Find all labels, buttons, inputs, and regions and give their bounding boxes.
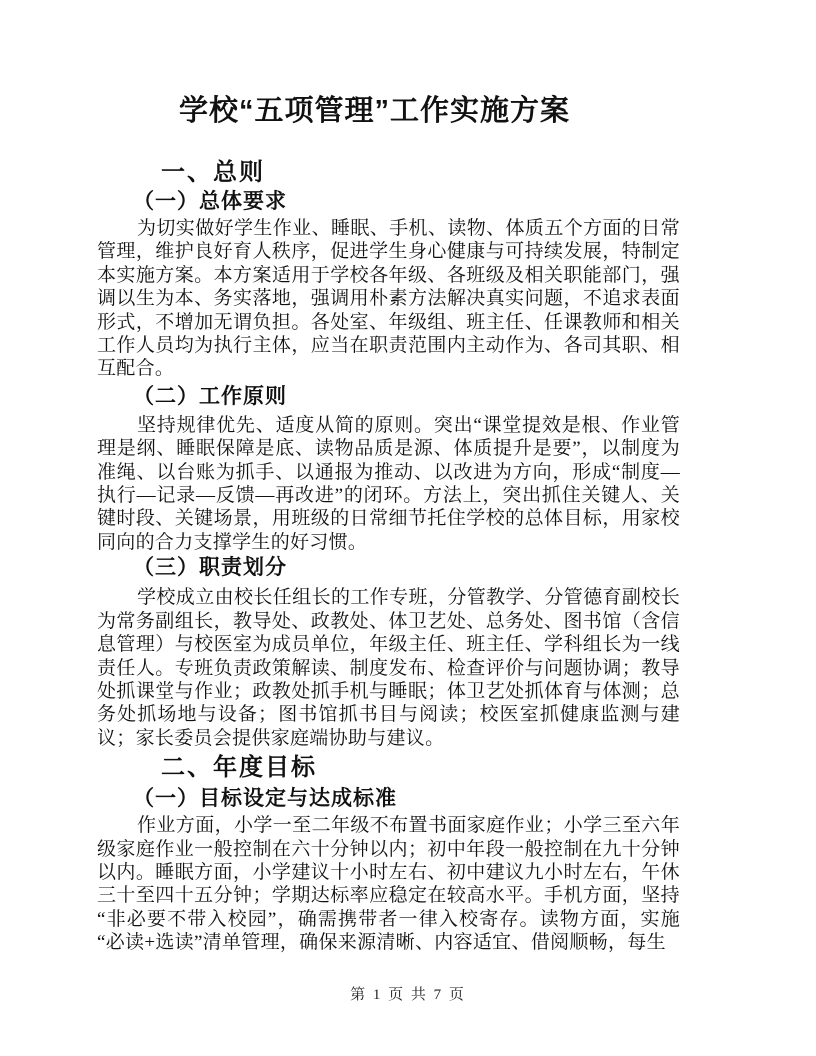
page-number-footer: 第 1 页 共 7 页 [350, 987, 466, 1003]
paragraph-work-principles: 坚持规律优先、适度从简的原则。突出“课堂提效是根、作业管理是纲、睡眠保障是底、读物品质是源、体质提升是要”，以制度为准绳、以台账为抓手、以通报为推动、以改进为方向，形成“制度—执行—记录—反馈—再改进”的闭环。方法上，突出抓住关键人、关键时段、关键场景，用班级的日常细节托住学校的总体目标，用家校同向的合力支撑学生的好习惯。 [97, 414, 680, 553]
subsection-heading-goal-setting-standards: （一）目标设定与达成标准 [133, 787, 397, 811]
subsection-heading-work-principles: （二）工作原则 [133, 384, 287, 408]
paragraph-goal-setting-standards: 作业方面，小学一至二年级不布置书面家庭作业；小学三至六年级家庭作业一般控制在六十分钟以内；初中年段一般控制在九十分钟以内。睡眠方面，小学建议十小时左右、初中建议九小时左右，午休三十至四十五分钟；学期达标率应稳定在较高水平。手机方面，坚持“非必要不带入校园”，确需携带者一律入校寄存。读物方面，实施“必读+选读”清单管理，确保来源清晰、内容适宜、借阅顺畅，每生 [97, 815, 680, 954]
paragraph-overall-requirements: 为切实做好学生作业、睡眠、手机、读物、体质五个方面的日常管理，维护良好育人秩序，促进学生身心健康与可持续发展，特制定本实施方案。本方案适用于学校各年级、各班级及相关职能部门，强调以生为本、务实落地，强调用朴素方法解决真实问题，不追求表面形式，不增加无谓负担。各处室、年级组、班主任、任课教师和相关工作人员均为执行主体，应当在职责范围内主动作为、各司其职、相互配合。 [97, 218, 680, 380]
subsection-heading-overall-requirements: （一）总体要求 [133, 190, 287, 213]
document-body [97, 0, 680, 955]
section-heading-general-provisions: 一、总则 [161, 159, 265, 186]
subsection-heading-responsibility-division: （三）职责划分 [133, 556, 287, 580]
section-heading-annual-goals: 二、年度目标 [161, 754, 317, 782]
document-title: 学校“五项管理”工作实施方案 [178, 95, 570, 127]
paragraph-responsibility-division: 学校成立由校长任组长的工作专班，分管教学、分管德育副校长为常务副组长，教导处、政教处、体卫艺处、总务处、图书馆（含信息管理）与校医室为成员单位，年级主任、班主任、学科组长为一线责任人。专班负责政策解读、制度发布、检查评价与问题协调；教导处抓课堂与作业；政教处抓手机与睡眠；体卫艺处抓体育与体测；总务处抓场地与设备；图书馆抓书目与阅读；校医室抓健康监测与建议；家长委员会提供家庭端协助与建议。 [97, 587, 680, 749]
